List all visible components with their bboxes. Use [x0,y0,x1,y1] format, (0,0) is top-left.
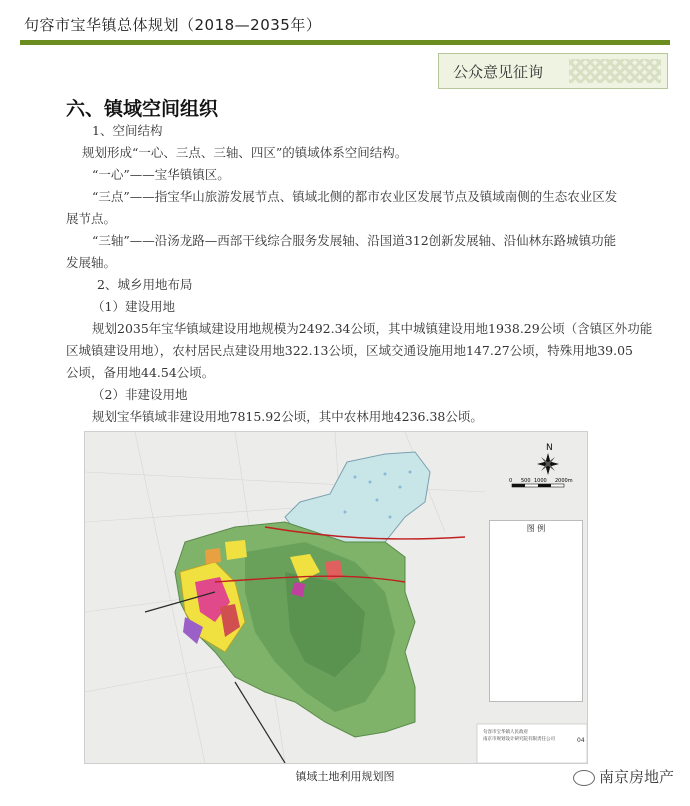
chapter-title: 六、镇域空间组织 [66,98,219,120]
scale-label: 500 [521,478,531,484]
map-page-number: 04 [577,737,585,744]
paragraph: 规划形成“一心、三点、三轴、四区”的镇域体系空间结构。 [82,145,408,160]
scale-label: 0 [509,478,513,484]
paragraph: 规划2035年宝华镇域建设用地规模为2492.34公顷，其中城镇建设用地1938.29公顷（含镇区外功能 [92,321,653,336]
credit-line: 句容市宝华镇人民政府 [483,730,528,735]
watermark-text: 南京房地产 [598,768,674,786]
document-header-title: 句容市宝华镇总体规划（2018—2035年） [24,16,322,34]
credit-line: 南京市规划设计研究院有限责任公司 [483,737,555,742]
paragraph: 发展轴。 [66,255,117,270]
paragraph: “三点”——指宝华山旅游发展节点、镇域北侧的都市农业区发展节点及镇域南侧的生态农业区发 [92,189,618,204]
legend-title: 图 例 [526,524,546,533]
paragraph: 区城镇建设用地），农村居民点建设用地322.13公顷，区域交通设施用地147.27公顷，特殊用地39.05 [66,343,634,358]
paragraph: “一心”——宝华镇镇区。 [92,167,230,182]
paragraph: （2）非建设用地 [92,387,188,402]
map-caption: 镇域土地利用规划图 [295,770,395,783]
map-legend [489,520,583,702]
paragraph: 展节点。 [66,211,117,226]
paragraph: “三轴”——沿汤龙路—西部干线综合服务发展轴、沿国道312创新发展轴、沿仙林东路城镇功能 [92,233,617,248]
paragraph: 1、空间结构 [92,123,163,138]
wechat-icon [573,770,595,786]
header-divider-bar [20,40,670,45]
paragraph: 规划宝华镇域非建设用地7815.92公顷，其中农林用地4236.38公顷。 [92,409,483,424]
land-use-map [84,431,588,764]
paragraph: 公顷，备用地44.54公顷。 [66,365,215,380]
wechat-watermark [573,766,674,787]
section-tag-pattern [569,59,661,83]
north-label: N [546,443,553,453]
scale-label: 1000 [534,478,547,484]
section-tag [438,53,668,89]
paragraph: 2、城乡用地布局 [97,277,193,292]
map-credit [483,729,555,743]
scale-label: 2000m [555,478,573,484]
section-tag-label: 公众意见征询 [447,61,549,82]
paragraph: （1）建设用地 [92,299,175,314]
